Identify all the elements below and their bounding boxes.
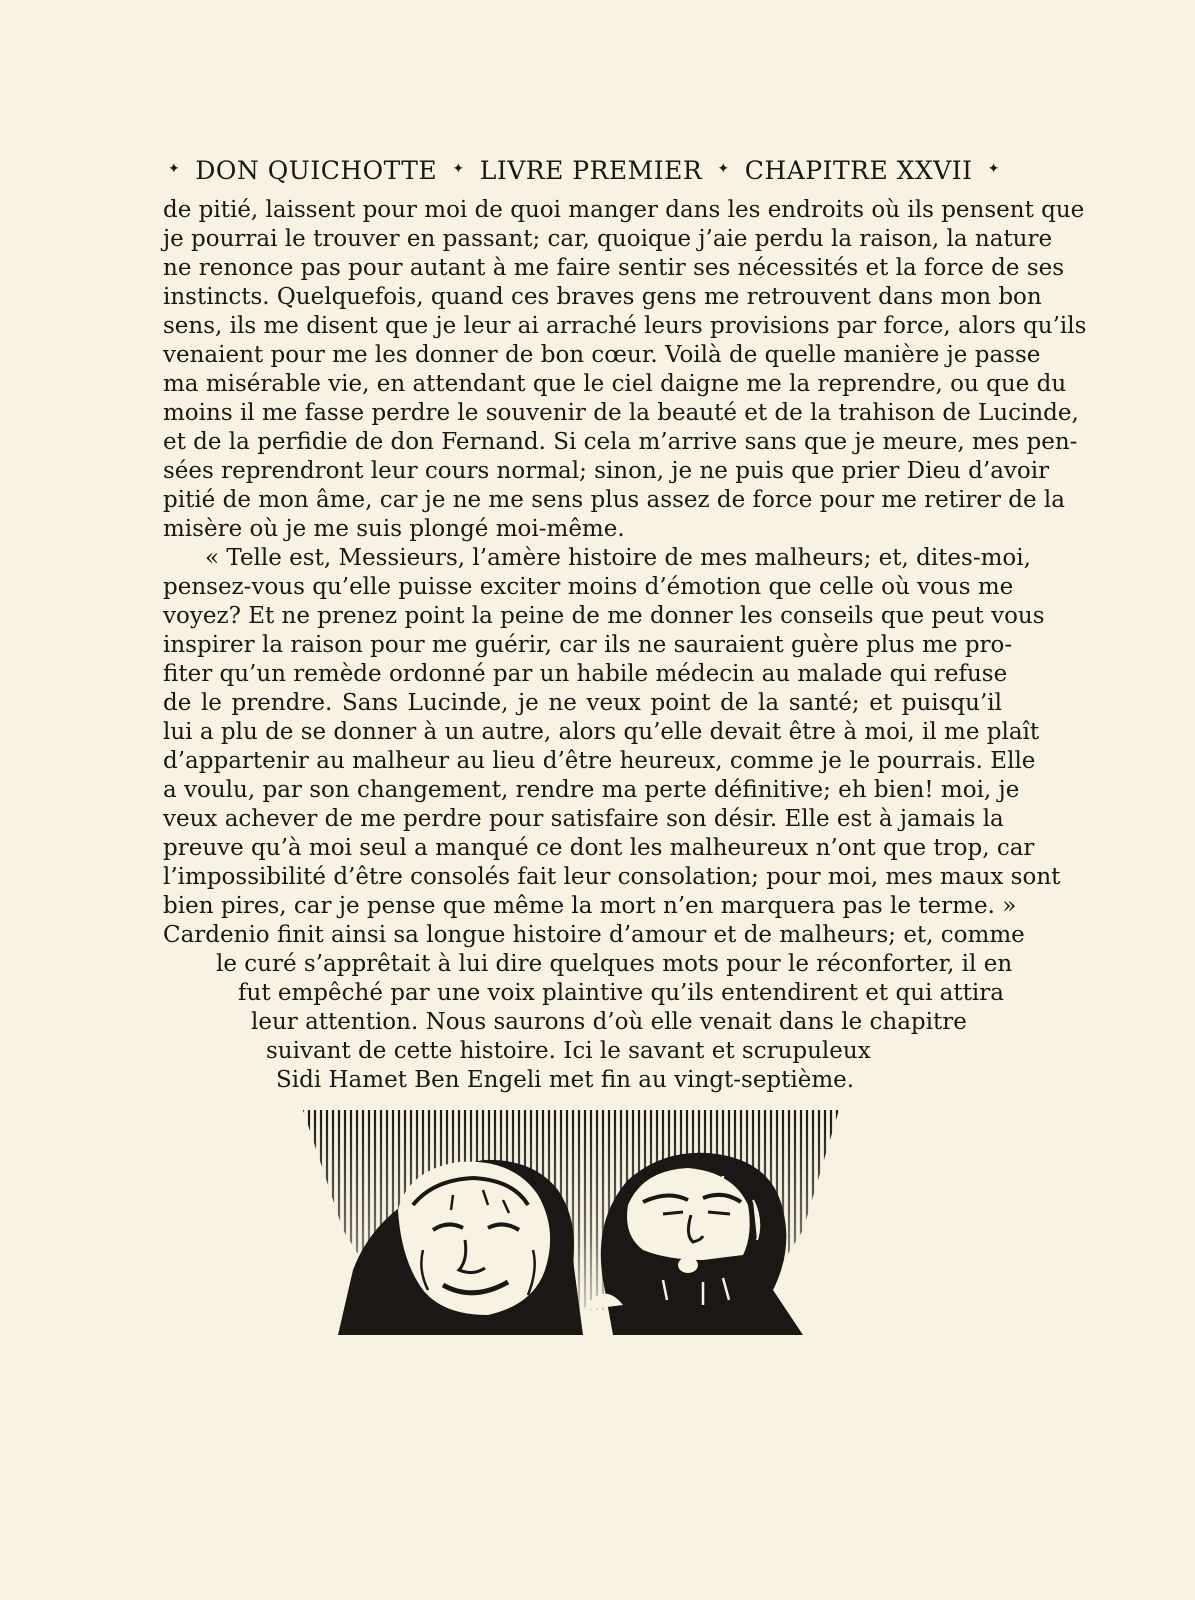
text-line: et de la perfidie de don Fernand. Si cela m’arrive sans que je meure, mes pen- bbox=[163, 429, 1078, 455]
book-part: LIVRE PREMIER bbox=[479, 156, 703, 185]
text-line: Cardenio finit ainsi sa longue histoire d’amour et de malheurs; et, comme bbox=[163, 922, 1025, 948]
text-line: de pitié, laissent pour moi de quoi manger dans les endroits où ils pensent que bbox=[163, 197, 1085, 223]
text-line: veux achever de me perdre pour satisfaire son désir. Elle est à jamais la bbox=[163, 806, 1004, 832]
ornament-icon: ✦ bbox=[168, 160, 181, 177]
text-line: leur attention. Nous saurons d’où elle venait dans le chapitre bbox=[251, 1009, 967, 1035]
paragraph bbox=[163, 196, 1087, 544]
text-line: ma misérable vie, en attendant que le ciel daigne me la reprendre, ou que du bbox=[163, 371, 1067, 397]
ornament-icon: ✦ bbox=[452, 160, 465, 177]
text-line: je pourrai le trouver en passant; car, quoique j’aie perdu la raison, la nature bbox=[163, 226, 1053, 252]
running-head bbox=[168, 158, 1000, 183]
text-line: moins il me fasse perdre le souvenir de la beauté et de la trahison de Lucinde, bbox=[163, 400, 1079, 426]
ornament-icon: ✦ bbox=[987, 160, 1000, 177]
book-title: DON QUICHOTTE bbox=[195, 156, 438, 185]
text-line: pensez-vous qu’elle puisse exciter moins d’émotion que celle où vous me bbox=[163, 574, 1014, 600]
text-line: suivant de cette histoire. Ici le savant et scrupuleux bbox=[266, 1038, 871, 1064]
text-line: le curé s’apprêtait à lui dire quelques mots pour le réconforter, il en bbox=[216, 951, 1013, 977]
text-line: sées reprendront leur cours normal; sinon, je ne puis que prier Dieu d’avoir bbox=[163, 458, 1050, 484]
text-line: a voulu, par son changement, rendre ma perte définitive; eh bien! moi, je bbox=[163, 777, 1020, 803]
text-line: ne renonce pas pour autant à me faire sentir ses nécessités et la force de ses bbox=[163, 255, 1065, 281]
text-line: sens, ils me disent que je leur ai arraché leurs provisions par force, alors qu’ils bbox=[163, 313, 1087, 339]
text-line: d’appartenir au malheur au lieu d’être heureux, comme je le pourrais. Elle bbox=[163, 748, 1036, 774]
text-line: Sidi Hamet Ben Engeli met fin au vingt-septième. bbox=[276, 1067, 855, 1093]
text-line: lui a plu de se donner à un autre, alors qu’elle devait être à moi, il me plaît bbox=[163, 719, 1040, 745]
text-line: pitié de mon âme, car je ne me sens plus assez de force pour me retirer de la bbox=[163, 487, 1065, 513]
text-line: l’impossibilité d’être consolés fait leur consolation; pour moi, mes maux sont bbox=[163, 864, 1061, 890]
text-line: « Telle est, Messieurs, l’amère histoire de mes malheurs; et, dites-moi, bbox=[205, 545, 1031, 571]
text-line: fiter qu’un remède ordonné par un habile médecin au malade qui refuse bbox=[163, 661, 1008, 687]
paragraph bbox=[163, 544, 1061, 950]
body-text bbox=[163, 196, 1087, 1095]
chapter-title: CHAPITRE XXVII bbox=[744, 156, 973, 185]
text-line: de le prendre. Sans Lucinde, je ne veux point de la santé; et puisqu’il bbox=[163, 690, 1002, 716]
text-line: venaient pour me les donner de bon cœur. Voilà de quelle manière je passe bbox=[163, 342, 1041, 368]
text-line: bien pires, car je pense que même la mort n’en marquera pas le terme. » bbox=[163, 893, 1017, 919]
woodcut-two-men-heads-icon bbox=[283, 1110, 859, 1340]
ornament-icon: ✦ bbox=[717, 160, 730, 177]
text-line: voyez? Et ne prenez point la peine de me donner les conseils que peut vous bbox=[163, 603, 1045, 629]
text-line: instincts. Quelquefois, quand ces braves gens me retrouvent dans mon bon bbox=[163, 284, 1042, 310]
text-line: misère où je me suis plongé moi-même. bbox=[163, 516, 625, 542]
closing-paragraph bbox=[163, 950, 1013, 1095]
text-line: preuve qu’à moi seul a manqué ce dont les malheureux n’ont que trop, car bbox=[163, 835, 1035, 861]
text-line: inspirer la raison pour me guérir, car ils ne sauraient guère plus me pro- bbox=[163, 632, 1013, 658]
text-line: fut empêché par une voix plaintive qu’ils entendirent et qui attira bbox=[238, 980, 1004, 1006]
